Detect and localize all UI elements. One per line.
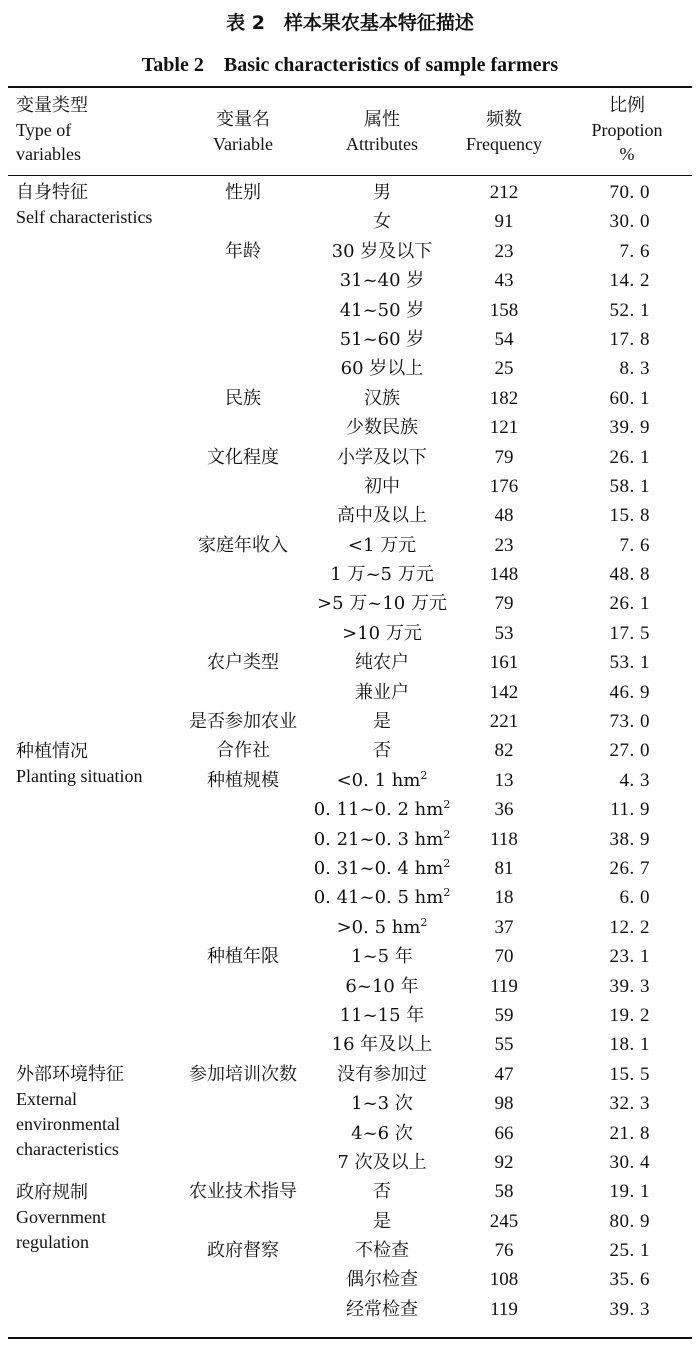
attribute-cell bbox=[308, 1119, 456, 1148]
table-row bbox=[0, 1030, 700, 1059]
table-top-rule bbox=[8, 86, 692, 88]
variable-cell bbox=[178, 1119, 308, 1148]
variable-cell bbox=[178, 354, 308, 383]
proportion-cell: 12. 2 bbox=[609, 916, 650, 938]
proportion-cell: 27. 0 bbox=[609, 740, 650, 762]
proportion-cell: 11. 9 bbox=[610, 799, 650, 821]
unit-superscript: 2 bbox=[443, 886, 451, 900]
table-bottom-rule bbox=[8, 1337, 692, 1339]
table-row bbox=[0, 325, 700, 354]
attribute-text: 1 万~5 万元 bbox=[330, 564, 434, 586]
attribute-text: 是 bbox=[373, 711, 391, 733]
frequency-cell: 76 bbox=[494, 1240, 514, 1262]
variable-cell: 文化程度 bbox=[207, 446, 279, 468]
frequency-cell: 148 bbox=[489, 564, 519, 586]
variable-cell: 农户类型 bbox=[207, 652, 279, 674]
proportion-cell: 39. 9 bbox=[609, 417, 650, 439]
attribute-text: 41~50 岁 bbox=[339, 299, 425, 321]
frequency-cell: 23 bbox=[494, 240, 514, 262]
frequency-cell: 55 bbox=[494, 1034, 514, 1056]
variable-cell: 参加培训次数 bbox=[189, 1063, 297, 1085]
table-row bbox=[0, 472, 700, 501]
attribute-cell bbox=[308, 1207, 456, 1236]
proportion-cell: 19. 2 bbox=[609, 1004, 650, 1026]
attribute-text: 1~3 次 bbox=[351, 1093, 413, 1115]
proportion-cell: 25. 1 bbox=[609, 1240, 650, 1262]
attribute-cell bbox=[308, 266, 456, 295]
proportion-cell: 30. 0 bbox=[609, 211, 650, 233]
proportion-cell: 32. 3 bbox=[609, 1093, 650, 1115]
attribute-text: 1~5 年 bbox=[351, 946, 413, 968]
table-row bbox=[0, 1295, 700, 1324]
table-row bbox=[0, 1265, 700, 1294]
attribute-text: 51~60 岁 bbox=[339, 328, 425, 350]
table-row bbox=[0, 237, 700, 266]
variable-cell bbox=[178, 972, 308, 1001]
attribute-cell bbox=[308, 883, 456, 912]
table-row bbox=[0, 942, 700, 971]
proportion-cell: 21. 8 bbox=[609, 1122, 650, 1144]
frequency-cell: 79 bbox=[494, 446, 514, 468]
proportion-cell: 38. 9 bbox=[609, 828, 650, 850]
attribute-text: 4~6 次 bbox=[351, 1122, 413, 1144]
attribute-cell bbox=[308, 178, 456, 207]
header-variable-en: Variable bbox=[213, 134, 273, 154]
table-row bbox=[0, 413, 700, 442]
variable-cell: 性别 bbox=[225, 182, 261, 203]
frequency-cell: 221 bbox=[489, 711, 519, 733]
proportion-cell: 39. 3 bbox=[609, 975, 650, 997]
proportion-cell: 15. 5 bbox=[609, 1063, 650, 1085]
frequency-cell: 98 bbox=[494, 1093, 514, 1115]
proportion-cell: 14. 2 bbox=[609, 270, 650, 292]
header-type bbox=[16, 94, 116, 166]
table-row bbox=[0, 354, 700, 383]
frequency-cell: 212 bbox=[489, 182, 519, 203]
attribute-text: 60 岁以上 bbox=[340, 358, 424, 380]
group-label bbox=[16, 1062, 174, 1162]
attribute-text: 纯农户 bbox=[355, 652, 409, 674]
attribute-text: 0. 21~0. 3 hm bbox=[313, 828, 444, 850]
attribute-text: >0. 5 hm bbox=[336, 916, 421, 938]
attribute-cell bbox=[308, 443, 456, 472]
attribute-text: 0. 11~0. 2 hm bbox=[313, 799, 444, 821]
header-type-en: Type of variables bbox=[16, 120, 81, 164]
variable-cell bbox=[178, 1295, 308, 1324]
attribute-text: 30 岁及以下 bbox=[331, 240, 433, 262]
proportion-cell: 58. 1 bbox=[609, 475, 650, 497]
table-caption-en: Table 2 Basic characteristics of sample farmers bbox=[141, 54, 559, 76]
variable-cell bbox=[178, 913, 308, 942]
variable-cell bbox=[178, 1089, 308, 1118]
unit-superscript: 2 bbox=[420, 768, 428, 782]
attribute-text: 0. 41~0. 5 hm bbox=[313, 887, 444, 909]
frequency-cell: 82 bbox=[494, 740, 514, 762]
attribute-cell bbox=[308, 766, 456, 795]
variable-cell bbox=[178, 266, 308, 295]
attribute-text: 否 bbox=[373, 1181, 391, 1203]
header-frequency-en: Frequency bbox=[466, 134, 542, 154]
variable-cell bbox=[178, 883, 308, 912]
proportion-cell: 39. 3 bbox=[609, 1298, 650, 1320]
group-label-en: Self characteristics bbox=[16, 207, 153, 227]
group-label-en: Government regulation bbox=[16, 1206, 106, 1252]
frequency-cell: 66 bbox=[494, 1122, 514, 1144]
proportion-cell: 30. 4 bbox=[609, 1151, 650, 1173]
table-row bbox=[0, 501, 700, 530]
proportion-cell: 6. 0 bbox=[619, 887, 650, 909]
attribute-cell bbox=[308, 795, 456, 824]
attribute-cell bbox=[308, 413, 456, 442]
header-attributes-en: Attributes bbox=[346, 134, 418, 154]
frequency-cell: 43 bbox=[494, 270, 514, 292]
attribute-text: 没有参加过 bbox=[337, 1063, 427, 1085]
table-row bbox=[0, 883, 700, 912]
frequency-cell: 37 bbox=[494, 916, 514, 938]
group-label-cn: 种植情况 bbox=[16, 740, 88, 762]
frequency-cell: 119 bbox=[490, 975, 518, 997]
variable-cell: 是否参加农业 bbox=[189, 711, 297, 733]
proportion-cell: 52. 1 bbox=[609, 299, 650, 321]
attribute-text: 经常检查 bbox=[346, 1298, 418, 1320]
attribute-text: 小学及以下 bbox=[337, 446, 427, 468]
group-label-en: Planting situation bbox=[16, 765, 143, 786]
attribute-cell bbox=[308, 1148, 456, 1177]
attribute-text: <0. 1 hm bbox=[336, 769, 421, 791]
variable-cell bbox=[178, 619, 308, 648]
attribute-text: 初中 bbox=[364, 475, 400, 497]
variable-cell: 种植规模 bbox=[207, 769, 279, 791]
header-proportion-cn: 比例 bbox=[609, 95, 645, 116]
variable-cell bbox=[178, 1207, 308, 1236]
frequency-cell: 81 bbox=[494, 857, 514, 879]
variable-cell bbox=[178, 413, 308, 442]
frequency-cell: 91 bbox=[494, 211, 514, 233]
attribute-text: >10 万元 bbox=[342, 622, 422, 644]
table-row bbox=[0, 1001, 700, 1030]
frequency-cell: 70 bbox=[494, 946, 514, 968]
table-row bbox=[0, 560, 700, 589]
table-row bbox=[0, 619, 700, 648]
group-label bbox=[16, 739, 174, 789]
attribute-cell bbox=[308, 472, 456, 501]
attribute-text: 否 bbox=[373, 740, 391, 762]
attribute-cell bbox=[308, 913, 456, 942]
attribute-text: >5 万~10 万元 bbox=[317, 593, 447, 615]
attribute-cell bbox=[308, 237, 456, 266]
variable-cell: 政府督察 bbox=[207, 1240, 279, 1262]
frequency-cell: 158 bbox=[489, 299, 519, 321]
attribute-cell bbox=[308, 972, 456, 1001]
proportion-cell: 15. 8 bbox=[609, 505, 650, 527]
attribute-cell bbox=[308, 384, 456, 413]
attribute-cell bbox=[308, 678, 456, 707]
frequency-cell: 54 bbox=[494, 328, 514, 350]
variable-cell bbox=[178, 1001, 308, 1030]
variable-cell bbox=[178, 560, 308, 589]
proportion-cell: 26. 7 bbox=[609, 857, 650, 879]
unit-superscript: 2 bbox=[443, 856, 451, 870]
table-row bbox=[0, 913, 700, 942]
attribute-cell bbox=[308, 619, 456, 648]
attribute-cell bbox=[308, 854, 456, 883]
table-row bbox=[0, 972, 700, 1001]
proportion-cell: 53. 1 bbox=[609, 652, 650, 674]
attribute-text: 31~40 岁 bbox=[339, 270, 425, 292]
header-type-cn: 变量类型 bbox=[16, 95, 88, 116]
header-attributes-cn: 属性 bbox=[364, 109, 400, 130]
table-row bbox=[0, 384, 700, 413]
attribute-text: 6~10 年 bbox=[345, 975, 419, 997]
attribute-cell bbox=[308, 589, 456, 618]
table-row bbox=[0, 531, 700, 560]
table-row bbox=[0, 707, 700, 736]
variable-cell bbox=[178, 296, 308, 325]
attribute-text: 高中及以上 bbox=[337, 505, 427, 527]
variable-cell bbox=[178, 589, 308, 618]
frequency-cell: 119 bbox=[490, 1298, 518, 1320]
variable-cell: 种植年限 bbox=[207, 946, 279, 968]
attribute-cell bbox=[308, 501, 456, 530]
frequency-cell: 13 bbox=[494, 769, 514, 791]
table-row bbox=[0, 825, 700, 854]
variable-cell bbox=[178, 1148, 308, 1177]
proportion-cell: 73. 0 bbox=[609, 711, 650, 733]
attribute-cell bbox=[308, 207, 456, 236]
variable-cell bbox=[178, 325, 308, 354]
table-caption-cn: 表 2 样本果农基本特征描述 bbox=[226, 12, 474, 34]
variable-cell bbox=[178, 501, 308, 530]
proportion-cell: 46. 9 bbox=[609, 681, 650, 703]
table-row bbox=[0, 648, 700, 677]
attribute-cell bbox=[308, 354, 456, 383]
attribute-cell bbox=[308, 531, 456, 560]
attribute-cell bbox=[308, 1089, 456, 1118]
unit-superscript: 2 bbox=[443, 827, 451, 841]
proportion-cell: 80. 9 bbox=[609, 1210, 650, 1232]
variable-cell bbox=[178, 1030, 308, 1059]
frequency-cell: 36 bbox=[494, 799, 514, 821]
variable-cell bbox=[178, 1265, 308, 1294]
proportion-cell: 19. 1 bbox=[609, 1181, 650, 1203]
attribute-text: 男 bbox=[373, 182, 391, 203]
table-row bbox=[0, 795, 700, 824]
frequency-cell: 118 bbox=[490, 828, 518, 850]
frequency-cell: 79 bbox=[494, 593, 514, 615]
variable-cell: 民族 bbox=[225, 387, 261, 409]
attribute-text: 不检查 bbox=[355, 1240, 409, 1262]
group-label bbox=[16, 180, 174, 230]
frequency-cell: 182 bbox=[489, 387, 519, 409]
table-row bbox=[0, 854, 700, 883]
attribute-text: 11~15 年 bbox=[339, 1004, 425, 1026]
variable-cell: 家庭年收入 bbox=[198, 534, 288, 556]
attribute-cell bbox=[308, 1060, 456, 1089]
proportion-cell: 7. 6 bbox=[619, 534, 650, 556]
proportion-cell: 8. 3 bbox=[619, 358, 650, 380]
unit-superscript: 2 bbox=[443, 798, 451, 812]
frequency-cell: 58 bbox=[494, 1181, 514, 1203]
group-label-cn: 外部环境特征 bbox=[16, 1064, 124, 1085]
attribute-cell bbox=[308, 1030, 456, 1059]
proportion-cell: 48. 8 bbox=[609, 564, 650, 586]
variable-cell bbox=[178, 795, 308, 824]
attribute-text: 汉族 bbox=[364, 387, 400, 409]
attribute-cell bbox=[308, 560, 456, 589]
header-proportion bbox=[572, 94, 682, 166]
variable-cell bbox=[178, 472, 308, 501]
attribute-text: 是 bbox=[373, 1210, 391, 1232]
header-attributes bbox=[312, 108, 452, 156]
proportion-cell: 35. 6 bbox=[609, 1269, 650, 1291]
proportion-cell: 26. 1 bbox=[609, 593, 650, 615]
proportion-cell: 7. 6 bbox=[619, 240, 650, 262]
frequency-cell: 245 bbox=[489, 1210, 519, 1232]
table-header-rule bbox=[8, 175, 692, 176]
proportion-cell: 18. 1 bbox=[609, 1034, 650, 1056]
frequency-cell: 23 bbox=[494, 534, 514, 556]
header-frequency bbox=[456, 108, 552, 156]
variable-cell: 农业技术指导 bbox=[189, 1181, 297, 1203]
attribute-text: 女 bbox=[373, 211, 391, 233]
attribute-text: 7 次及以上 bbox=[337, 1151, 427, 1173]
proportion-cell: 17. 8 bbox=[609, 328, 650, 350]
attribute-cell bbox=[308, 707, 456, 736]
attribute-cell bbox=[308, 942, 456, 971]
proportion-cell: 17. 5 bbox=[609, 622, 650, 644]
frequency-cell: 18 bbox=[494, 887, 514, 909]
header-variable-cn: 变量名 bbox=[216, 109, 270, 130]
frequency-cell: 142 bbox=[489, 681, 519, 703]
attribute-text: 偶尔检查 bbox=[346, 1269, 418, 1291]
proportion-cell: 23. 1 bbox=[609, 946, 650, 968]
attribute-cell bbox=[308, 1177, 456, 1206]
frequency-cell: 53 bbox=[494, 622, 514, 644]
attribute-cell bbox=[308, 648, 456, 677]
group-label bbox=[16, 1180, 174, 1255]
frequency-cell: 161 bbox=[489, 652, 519, 674]
table-row bbox=[0, 443, 700, 472]
table-row bbox=[0, 589, 700, 618]
attribute-text: 16 年及以上 bbox=[331, 1034, 433, 1056]
header-frequency-cn: 频数 bbox=[486, 109, 522, 130]
frequency-cell: 92 bbox=[494, 1151, 514, 1173]
attribute-text: 少数民族 bbox=[346, 417, 418, 439]
group-label-cn: 政府规制 bbox=[16, 1181, 88, 1203]
proportion-cell: 4. 3 bbox=[619, 769, 650, 791]
variable-cell: 年龄 bbox=[225, 240, 261, 262]
group-label-cn: 自身特征 bbox=[16, 182, 88, 203]
variable-cell bbox=[178, 678, 308, 707]
attribute-cell bbox=[308, 736, 456, 765]
frequency-cell: 121 bbox=[489, 417, 519, 439]
attribute-cell bbox=[308, 1265, 456, 1294]
frequency-cell: 47 bbox=[494, 1063, 514, 1085]
frequency-cell: 25 bbox=[494, 358, 514, 380]
header-proportion-en: Propotion bbox=[591, 120, 663, 140]
proportion-cell: 70. 0 bbox=[609, 182, 650, 203]
header-variable bbox=[178, 108, 308, 156]
attribute-text: 兼业户 bbox=[355, 681, 409, 703]
table-row bbox=[0, 296, 700, 325]
table-row bbox=[0, 678, 700, 707]
variable-cell bbox=[178, 854, 308, 883]
table-row bbox=[0, 266, 700, 295]
attribute-text: 0. 31~0. 4 hm bbox=[313, 857, 444, 879]
header-proportion-unit: % bbox=[619, 144, 635, 164]
variable-cell: 合作社 bbox=[216, 740, 270, 762]
attribute-cell bbox=[308, 325, 456, 354]
group-label-en: External environmental characteristics bbox=[16, 1089, 120, 1159]
frequency-cell: 48 bbox=[494, 505, 514, 527]
attribute-cell bbox=[308, 1295, 456, 1324]
frequency-cell: 108 bbox=[489, 1269, 519, 1291]
attribute-cell bbox=[308, 296, 456, 325]
proportion-cell: 60. 1 bbox=[609, 387, 650, 409]
frequency-cell: 59 bbox=[494, 1004, 514, 1026]
unit-superscript: 2 bbox=[420, 915, 428, 929]
proportion-cell: 26. 1 bbox=[609, 446, 650, 468]
attribute-cell bbox=[308, 825, 456, 854]
variable-cell bbox=[178, 207, 308, 236]
attribute-cell bbox=[308, 1236, 456, 1265]
attribute-text: <1 万元 bbox=[347, 534, 417, 556]
attribute-cell bbox=[308, 1001, 456, 1030]
frequency-cell: 176 bbox=[489, 475, 519, 497]
variable-cell bbox=[178, 825, 308, 854]
